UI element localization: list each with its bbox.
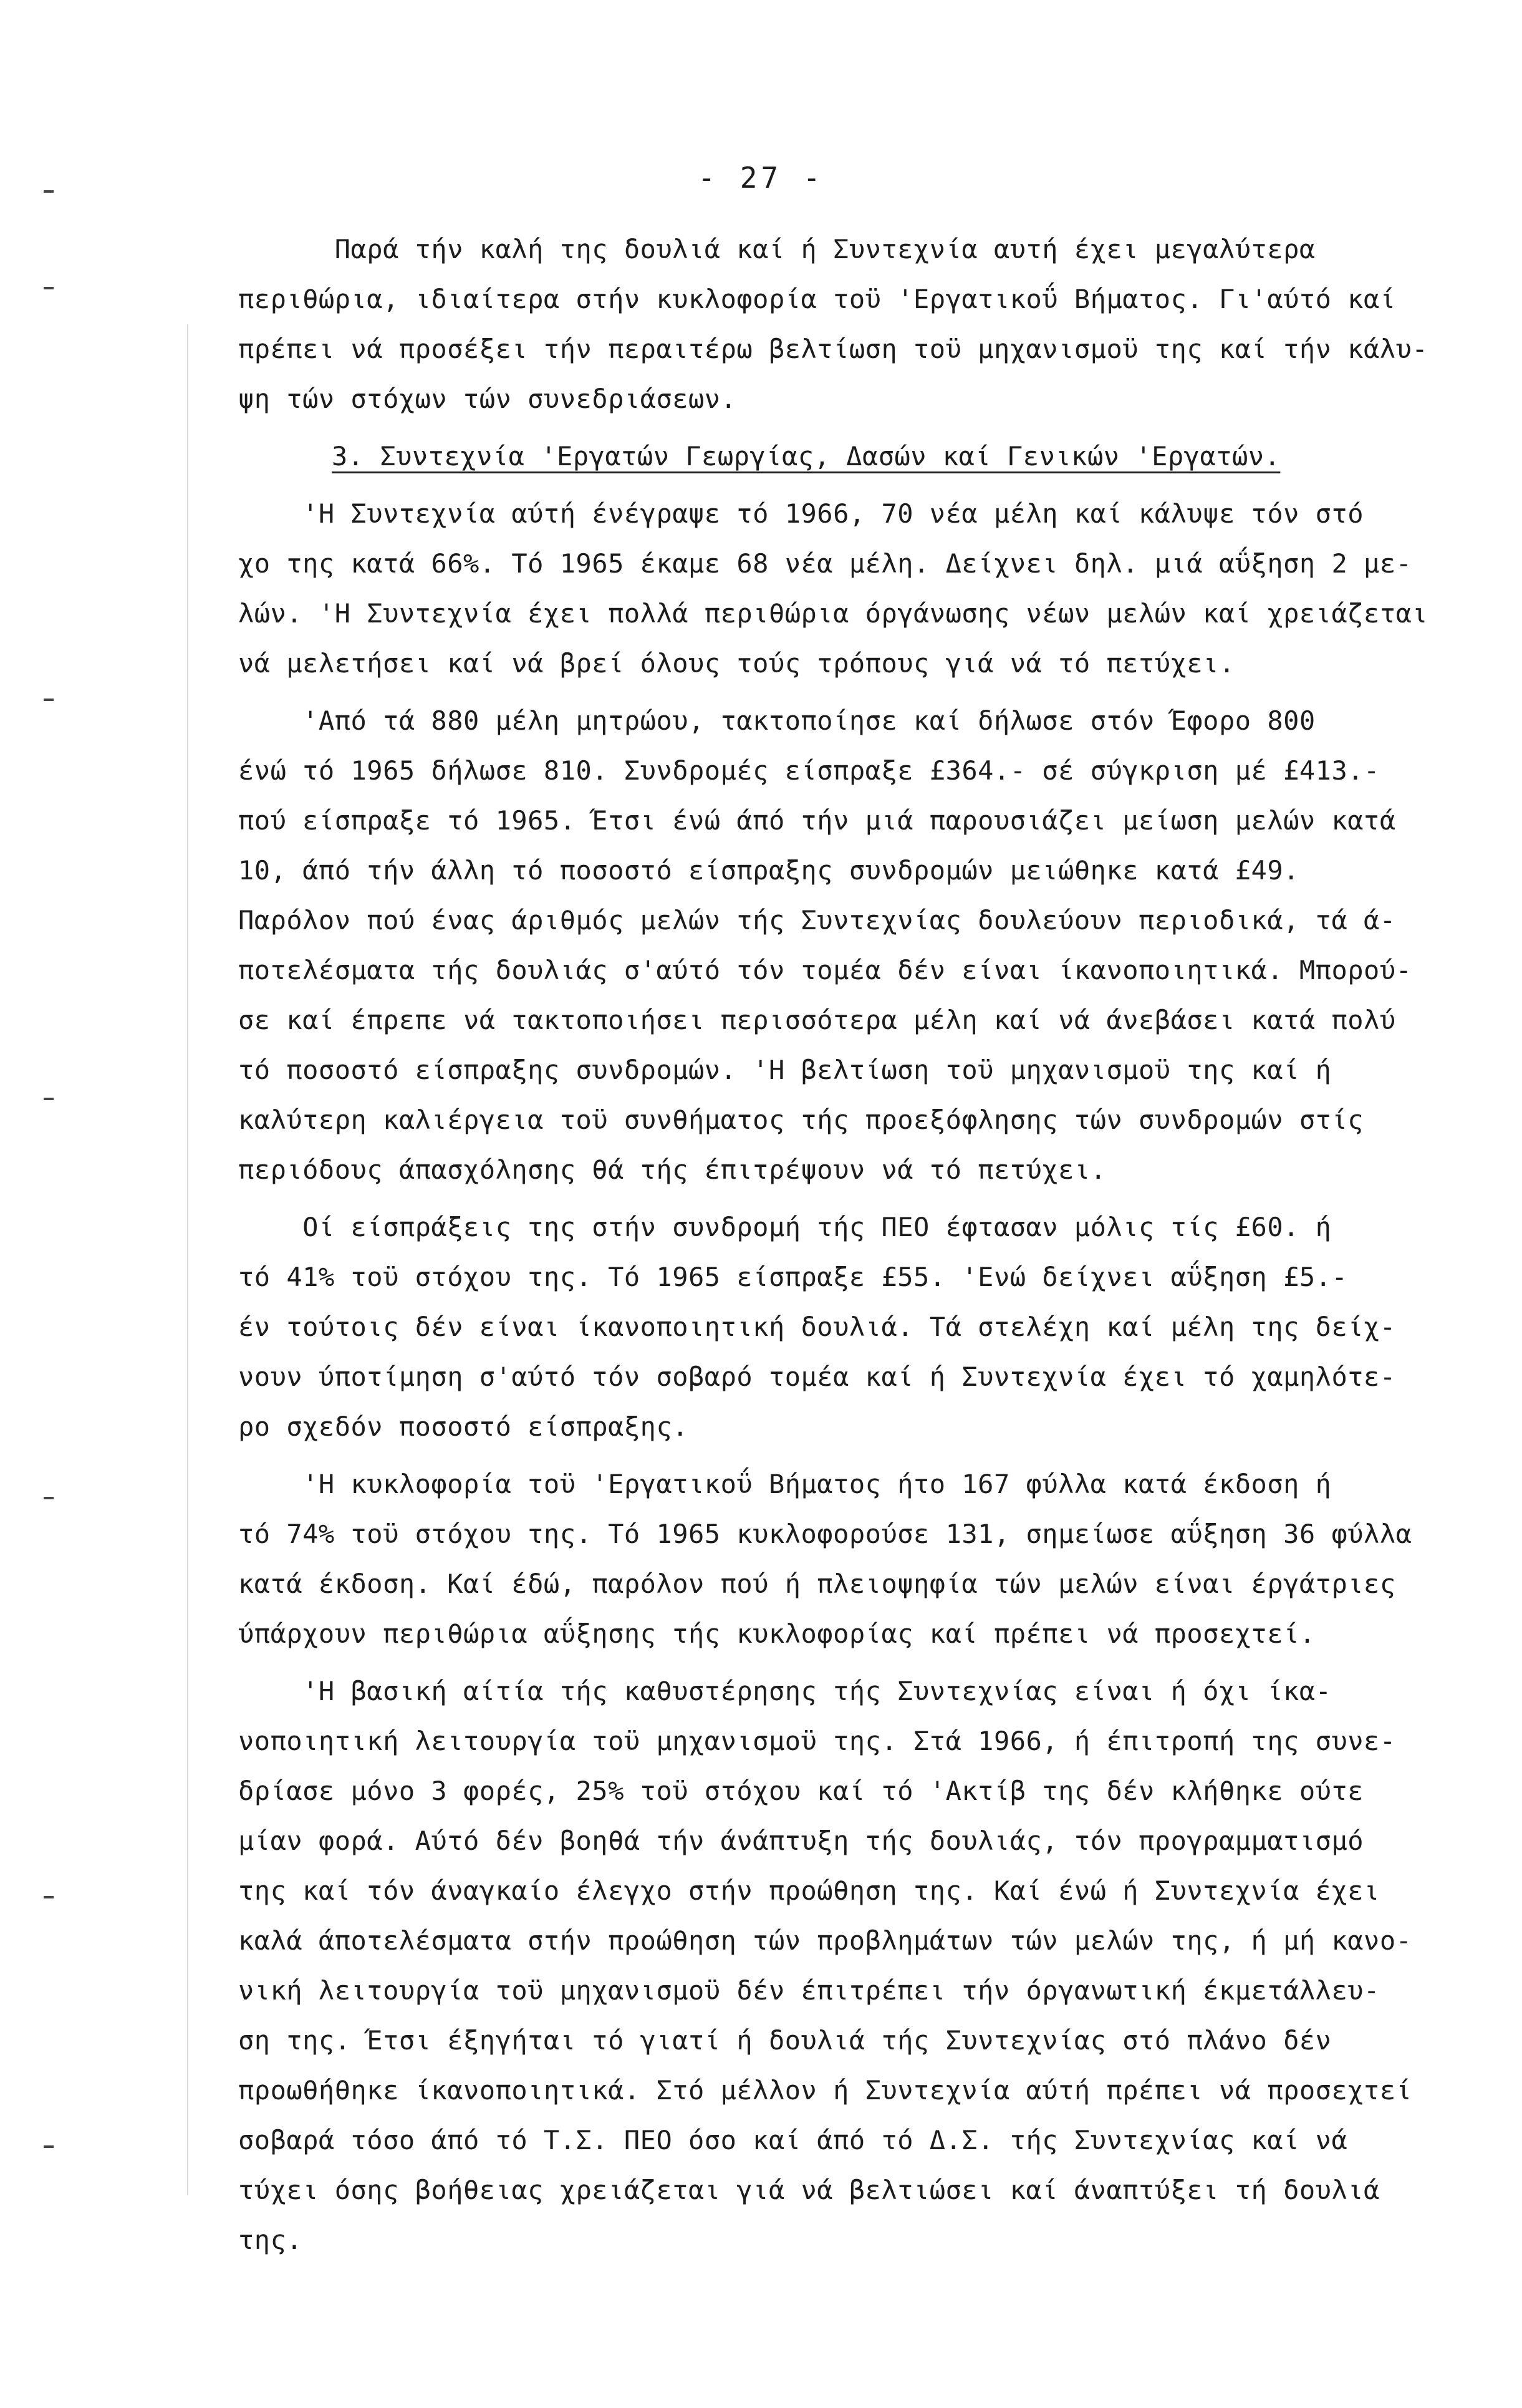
text-line: Οί είσπράξεις της στήν συνδρομή τής ΠΕΟ έφτασαν μόλις τίς £60. ή [238,1212,1332,1242]
text-line: 'Η βασική αίτία τής καθυστέρησης τής Συντεχνίας είναι ή όχι ίκα- [238,1676,1332,1706]
text-line: της. [238,2225,303,2255]
text-line: τό 41% τοϋ στόχου της. Τό 1965 είσπραξε £55. 'Ενώ δείχνει αΰξηση £5.- [238,1262,1348,1292]
text-line: ρο σχεδόν ποσοστό είσπραξης. [238,1411,689,1442]
text-line: ύπάρχουν περιθώρια αΰξησης τής κυκλοφορίας καί πρέπει νά προσεχτεί. [238,1618,1316,1649]
section-heading: 3. Συντεχνία 'Εργατών Γεωργίας, Δασών καί Γενικών 'Εργατών. [332,441,1281,471]
text-line: Παρά τήν καλή της δουλιά καί ή Συντεχνία αυτή έχει μεγαλύτερα [238,234,1316,264]
text-line: νική λειτουργία τοϋ μηχανισμοϋ δέν έπιτρέπει τήν όργανωτική έκμετάλλευ- [238,1975,1380,2006]
text-line: ποτελέσματα τής δουλιάς σ'αύτό τόν τομέα δέν είναι ίκανοποιητικά. Μπορού- [238,955,1412,985]
text-line: δρίασε μόνο 3 φορές, 25% τοϋ στόχου καί τό 'Ακτίβ της δέν κλήθηκε ούτε [238,1776,1364,1806]
text-line: νοποιητική λειτουργία τοϋ μηχανισμοϋ της. Στά 1966, ή έπιτροπή της συνε- [238,1726,1396,1756]
text-line: ψη τών στόχων τών συνεδριάσεων. [238,384,737,414]
margin-tick [44,699,54,701]
margin-tick [44,1098,54,1100]
text-line: περιόδους άπασχόλησης θά τής έπιτρέψουν νά τό πετύχει. [238,1154,1107,1185]
text-line: νουν ύποτίμηση σ'αύτό τόν σοβαρό τομέα καί ή Συντεχνία έχει τό χαμηλότε- [238,1361,1396,1392]
text-line: προωθήθηκε ίκανοποιητικά. Στό μέλλον ή Συντεχνία αύτή πρέπει νά προσεχτεί [238,2075,1412,2106]
text-line: τό ποσοστό είσπραξης συνδρομών. 'Η βελτίωση τοϋ μηχανισμοϋ της καί ή [238,1055,1332,1085]
text-line: έν τούτοις δέν είναι ίκανοποιητική δουλιά. Τά στελέχη καί μέλη της δείχ- [238,1312,1396,1342]
margin-tick [44,1896,54,1898]
text-line: 'Η κυκλοφορία τοϋ 'Εργατικοΰ Βήματος ήτο 167 φύλλα κατά έκδοση ή [238,1469,1332,1499]
text-line: νά μελετήσει καί νά βρεί όλους τούς τρόπους γιά νά τό πετύχει. [238,648,1235,679]
text-line: κατά έκδοση. Καί έδώ, παρόλον πού ή πλειοψηφία τών μελών είναι έργάτριες [238,1569,1396,1599]
text-line: 10, άπό τήν άλλη τό ποσοστό είσπραξης συνδρομών μειώθηκε κατά £49. [238,855,1299,886]
margin-tick [44,287,54,289]
text-line: σοβαρά τόσο άπό τό Τ.Σ. ΠΕΟ όσο καί άπό τό Δ.Σ. τής Συντεχνίας καί νά [238,2125,1348,2155]
margin-tick [44,2145,54,2148]
text-line: καλύτερη καλιέργεια τοϋ συνθήματος τής προεξόφλησης τών συνδρομών στίς [238,1105,1364,1135]
text-line: χο της κατά 66%. Τό 1965 έκαμε 68 νέα μέλη. Δείχνει δηλ. μιά αΰξηση 2 με- [238,548,1412,579]
text-line: μίαν φορά. Αύτό δέν βοηθά τήν άνάπτυξη τής δουλιάς, τόν προγραμματισμό [238,1825,1364,1856]
text-line: 'Από τά 880 μέλη μητρώου, τακτοποίησε καί δήλωσε στόν Έφορο 800 [238,705,1316,736]
text-line: Παρόλον πού ένας άριθμός μελών τής Συντεχνίας δουλεύουν περιοδικά, τά ά- [238,905,1396,936]
text-line: 'Η Συντεχνία αύτή ένέγραψε τό 1966, 70 νέα μέλη καί κάλυψε τόν στό [238,498,1364,529]
text-line: σε καί έπρεπε νά τακτοποιήσει περισσότερα μέλη καί νά άνεβάσει κατά πολύ [238,1005,1396,1035]
text-line: περιθώρια, ιδιαίτερα στήν κυκλοφορία τοϋ 'Εργατικοΰ Βήματος. Γι'αύτό καί [238,284,1396,314]
document-body [238,225,1473,2265]
margin-rule [187,324,188,2195]
text-line: πρέπει νά προσέξει τήν περαιτέρω βελτίωση τοϋ μηχανισμοϋ της καί τήν κάλυ- [238,334,1428,364]
text-line: τό 74% τοϋ στόχου της. Τό 1965 κυκλοφορούσε 131, σημείωσε αΰξηση 36 φύλλα [238,1519,1412,1549]
text-line: λών. 'Η Συντεχνία έχει πολλά περιθώρια όργάνωσης νέων μελών καί χρειάζεται [238,598,1428,629]
text-line: ένώ τό 1965 δήλωσε 810. Συνδρομές είσπραξε £364.- σέ σύγκριση μέ £413.- [238,755,1380,786]
text-line: της καί τόν άναγκαίο έλεγχο στήν προώθηση της. Καί ένώ ή Συντεχνία έχει [238,1875,1380,1906]
text-line: πού είσπραξε τό 1965. Έτσι ένώ άπό τήν μιά παρουσιάζει μείωση μελών κατά [238,805,1396,836]
text-line: τύχει όσης βοήθειας χρειάζεται γιά νά βελτιώσει καί άναπτύξει τή δουλιά [238,2175,1380,2205]
text-line: καλά άποτελέσματα στήν προώθηση τών προβλημάτων τών μελών της, ή μή κανο- [238,1925,1412,1956]
page-number: - 27 - [698,161,824,195]
margin-tick [44,1497,54,1499]
text-line: ση της. Έτσι έξηγήται τό γιατί ή δουλιά τής Συντεχνίας στό πλάνο δέν [238,2025,1332,2056]
